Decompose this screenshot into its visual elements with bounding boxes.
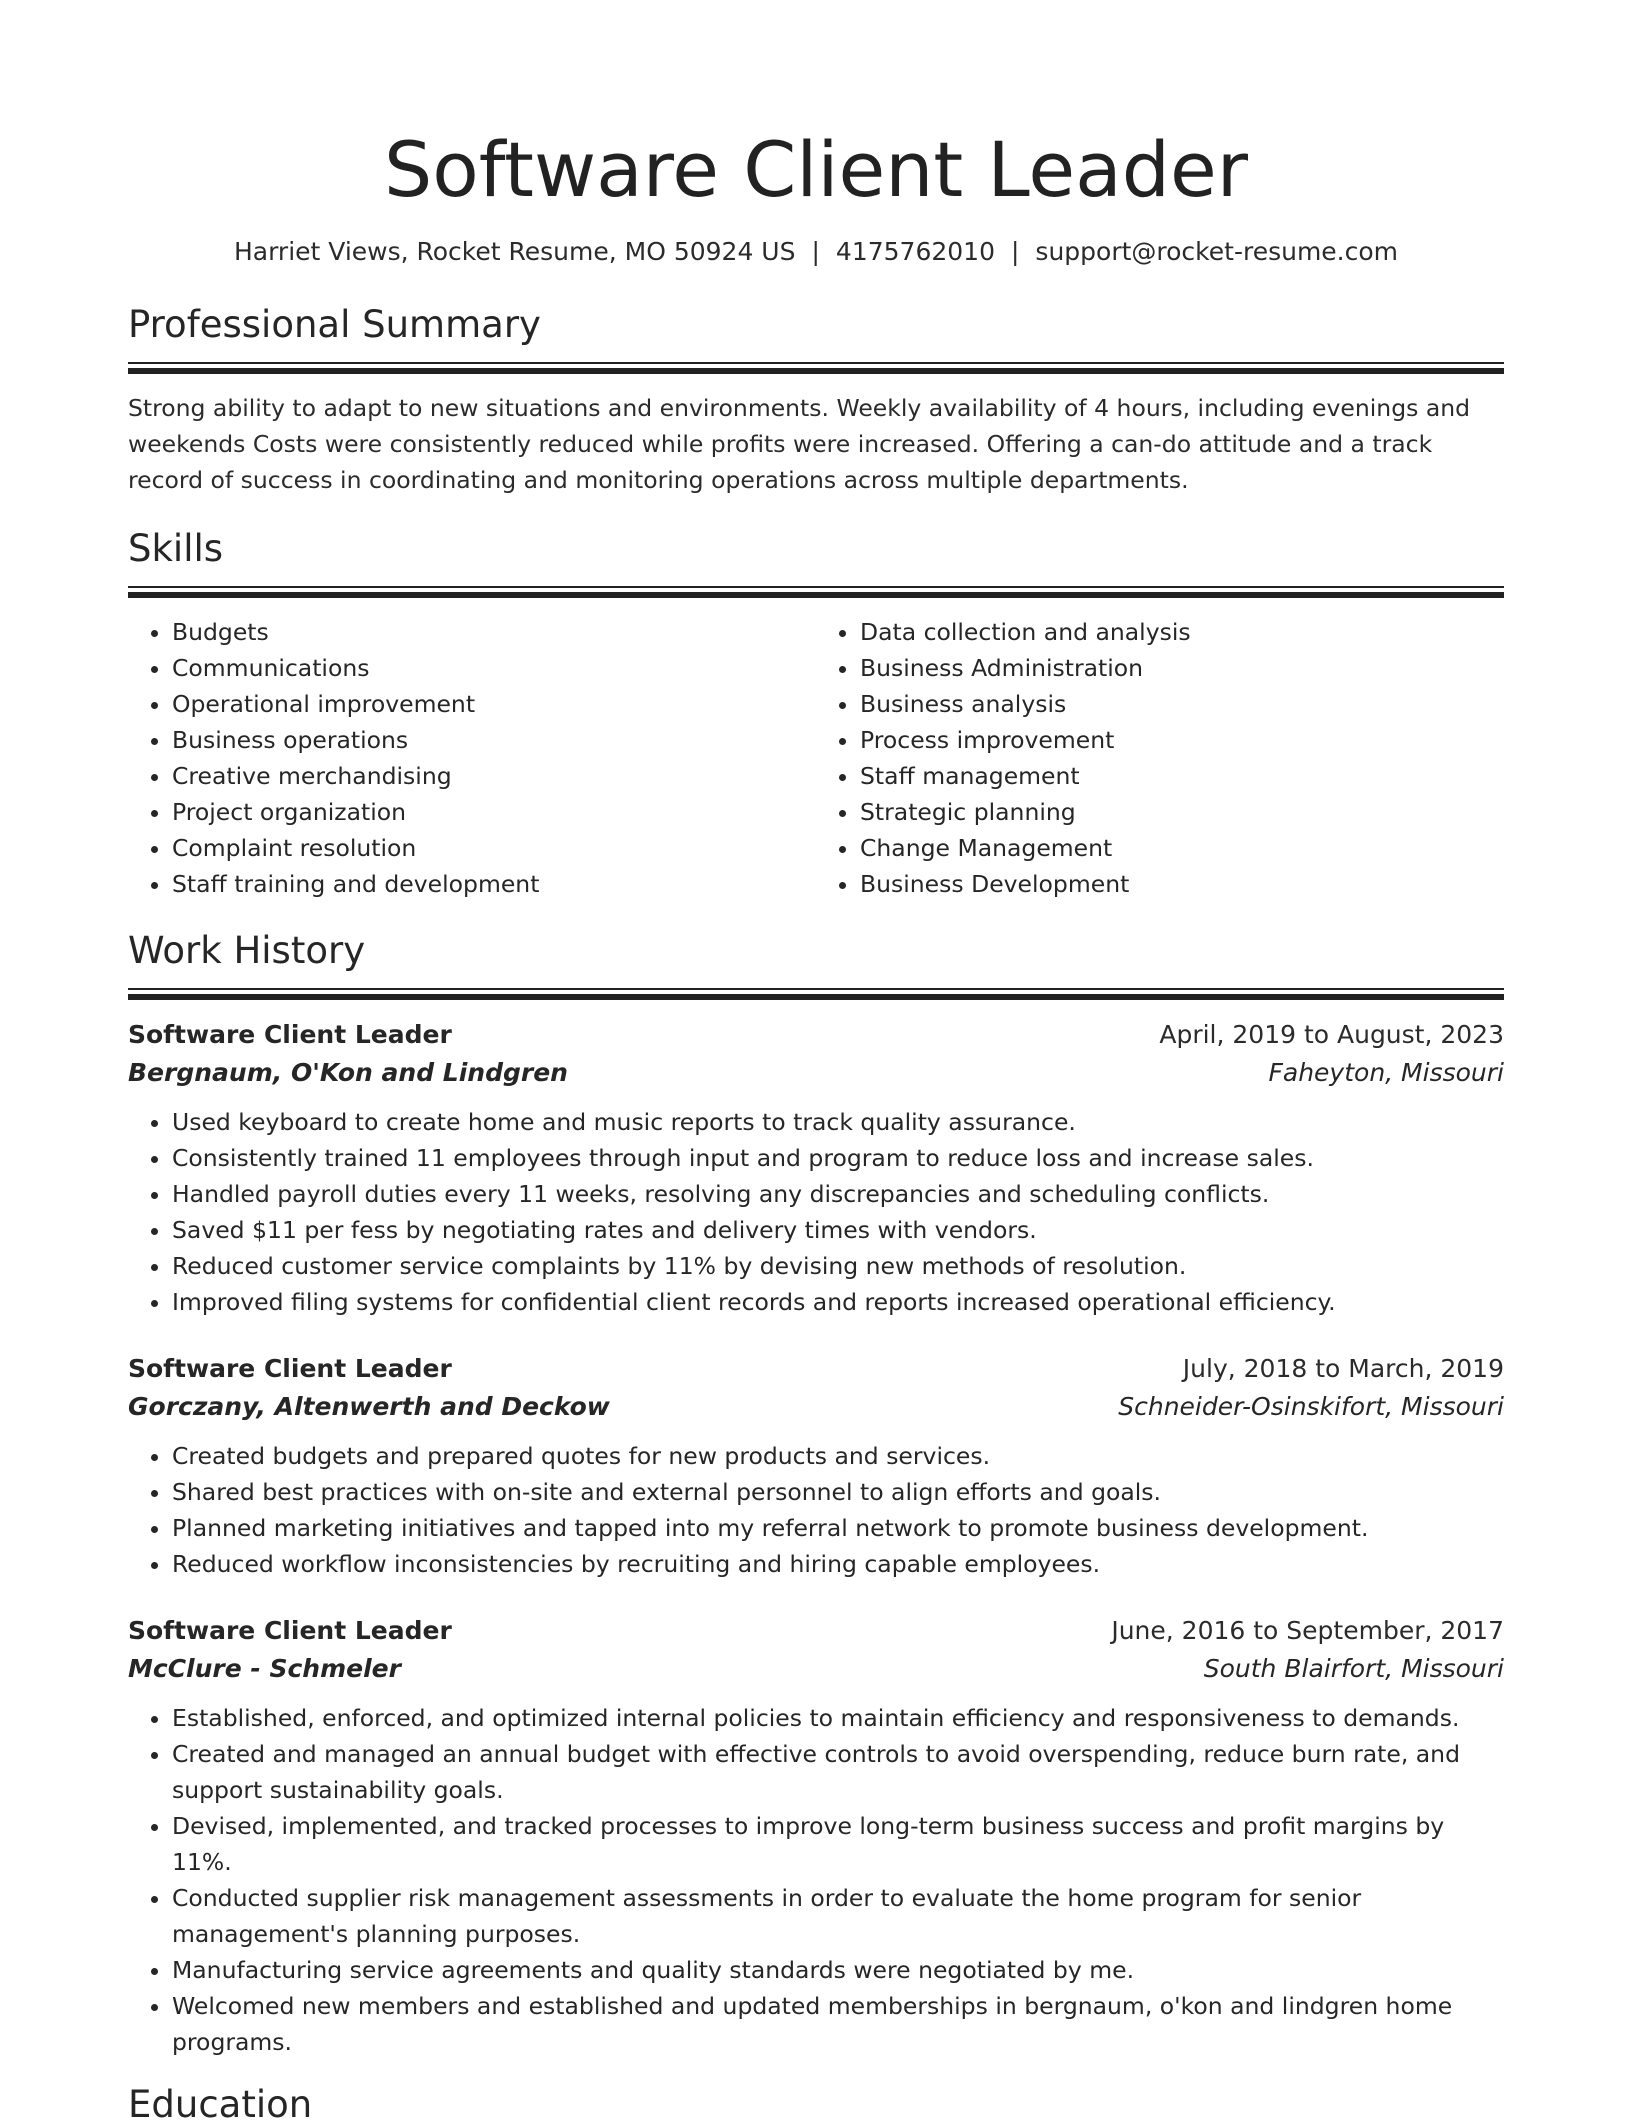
- job-header: [128, 1350, 1504, 1388]
- job-bullet: • Shared best practices with on-site and external personnel to align efforts and goals.: [172, 1474, 1504, 1510]
- job-subheader: [128, 1650, 1504, 1688]
- work-history-section: [128, 928, 1504, 2060]
- job-location: Schneider-Osinskifort, Missouri: [1118, 1392, 1504, 1421]
- skill-item: • Process improvement: [860, 722, 1504, 758]
- skills-section: [128, 526, 1504, 902]
- job-bullets: [128, 1438, 1504, 1582]
- skill-item: • Budgets: [172, 614, 816, 650]
- section-divider: [128, 586, 1504, 598]
- skill-item: • Staff training and development: [172, 866, 816, 902]
- skill-item: • Business analysis: [860, 686, 1504, 722]
- summary-text: Strong ability to adapt to new situations and environments. Weekly availability of 4 hours, including evenings and weekends Costs were consistently reduced while profits were increased. Offering a can-do attitude and a track record of success in coordinating and monitoring operations across multiple departments.: [128, 394, 1471, 494]
- skill-item: • Strategic planning: [860, 794, 1504, 830]
- skill-item: • Business Administration: [860, 650, 1504, 686]
- skill-item: • Operational improvement: [172, 686, 816, 722]
- job-company: Bergnaum, O'Kon and Lindgren: [128, 1058, 568, 1087]
- job-subheader: [128, 1054, 1504, 1092]
- skill-item: • Data collection and analysis: [860, 614, 1504, 650]
- job-company: Gorczany, Altenwerth and Deckow: [128, 1392, 610, 1421]
- job-bullet: • Welcomed new members and established and updated memberships in bergnaum, o'kon and lindgren home programs.: [172, 1988, 1504, 2060]
- skill-item: • Staff management: [860, 758, 1504, 794]
- section-divider: [128, 988, 1504, 1000]
- section-heading-education: Education: [128, 2083, 313, 2126]
- section-divider: [128, 362, 1504, 374]
- job-bullet: • Used keyboard to create home and music reports to track quality assurance.: [172, 1104, 1504, 1140]
- job-title: Software Client Leader: [128, 1616, 452, 1645]
- skill-item: • Business operations: [172, 722, 816, 758]
- skills-column-right: [816, 614, 1504, 902]
- job-bullets: [128, 1700, 1504, 2060]
- job-bullet: • Manufacturing service agreements and quality standards were negotiated by me.: [172, 1952, 1504, 1988]
- job-dates: April, 2019 to August, 2023: [1159, 1020, 1504, 1049]
- skill-item: • Project organization: [172, 794, 816, 830]
- skills-list: [128, 614, 1504, 902]
- education-section: [128, 2082, 1504, 2128]
- job-subheader: [128, 1388, 1504, 1426]
- contact-line: [128, 236, 1504, 268]
- job-entry: [128, 1016, 1504, 1320]
- contact-separator: |: [1010, 237, 1020, 266]
- job-entry: [128, 1612, 1504, 2060]
- job-bullet: • Created and managed an annual budget with effective controls to avoid overspending, reduce burn rate, and support sustainability goals.: [172, 1736, 1504, 1808]
- job-entry: [128, 1350, 1504, 1582]
- job-title: Software Client Leader: [128, 1354, 452, 1383]
- skill-item: • Business Development: [860, 866, 1504, 902]
- job-bullet: • Conducted supplier risk management assessments in order to evaluate the home program for senior management's planning purposes.: [172, 1880, 1504, 1952]
- skill-item: • Creative merchandising: [172, 758, 816, 794]
- job-bullet: • Consistently trained 11 employees through input and program to reduce loss and increase sales.: [172, 1140, 1504, 1176]
- job-bullet: • Reduced customer service complaints by 11% by devising new methods of resolution.: [172, 1248, 1504, 1284]
- job-company: McClure - Schmeler: [128, 1654, 401, 1683]
- job-header: [128, 1612, 1504, 1650]
- job-bullets: [128, 1104, 1504, 1320]
- contact-address: Harriet Views, Rocket Resume, MO 50924 US: [233, 237, 796, 266]
- job-bullet: • Devised, implemented, and tracked processes to improve long-term business success and profit margins by 11%.: [172, 1808, 1504, 1880]
- contact-phone: 4175762010: [835, 237, 995, 266]
- job-bullet: • Improved filing systems for confidential client records and reports increased operational efficiency.: [172, 1284, 1504, 1320]
- job-bullet: • Created budgets and prepared quotes for new products and services.: [172, 1438, 1504, 1474]
- resume-page: [128, 0, 1504, 2128]
- skill-item: • Change Management: [860, 830, 1504, 866]
- job-bullet: • Reduced workflow inconsistencies by recruiting and hiring capable employees.: [172, 1546, 1504, 1582]
- skills-column-left: [128, 614, 816, 902]
- job-title: Software Client Leader: [128, 1020, 452, 1049]
- job-bullet: • Handled payroll duties every 11 weeks, resolving any discrepancies and scheduling conflicts.: [172, 1176, 1504, 1212]
- contact-separator: |: [811, 237, 820, 266]
- section-heading-skills: Skills: [128, 527, 224, 570]
- job-location: Faheyton, Missouri: [1268, 1058, 1504, 1087]
- job-bullet: • Planned marketing initiatives and tapped into my referral network to promote business development.: [172, 1510, 1504, 1546]
- job-bullet: • Established, enforced, and optimized internal policies to maintain efficiency and responsiveness to demands.: [172, 1700, 1504, 1736]
- job-location: South Blairfort, Missouri: [1203, 1654, 1504, 1683]
- summary-section: [128, 302, 1504, 498]
- section-heading-work-history: Work History: [128, 929, 366, 972]
- job-dates: June, 2016 to September, 2017: [1111, 1616, 1504, 1645]
- skill-item: • Complaint resolution: [172, 830, 816, 866]
- job-header: [128, 1016, 1504, 1054]
- contact-email: support@rocket-resume.com: [1035, 237, 1399, 266]
- job-dates: July, 2018 to March, 2019: [1182, 1354, 1504, 1383]
- job-bullet: • Saved $11 per fess by negotiating rates and delivery times with vendors.: [172, 1212, 1504, 1248]
- resume-title: Software Client Leader: [384, 125, 1248, 214]
- section-heading-summary: Professional Summary: [128, 303, 541, 346]
- skill-item: • Communications: [172, 650, 816, 686]
